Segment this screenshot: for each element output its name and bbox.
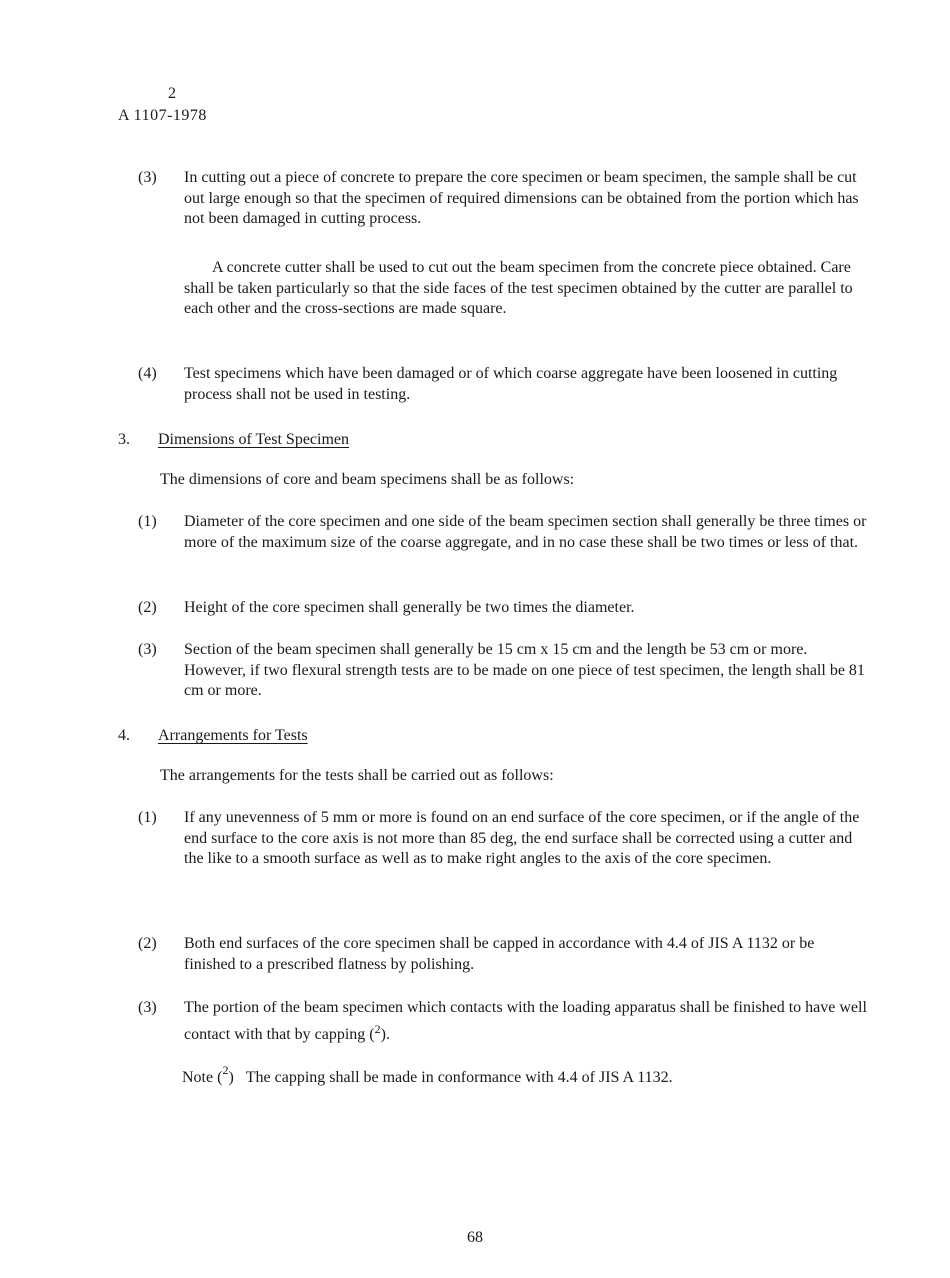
section-number: 4. bbox=[118, 727, 130, 744]
standard-code: A 1107-1978 bbox=[118, 107, 207, 124]
footnote-ref-open: ( bbox=[369, 1025, 375, 1043]
section3-item-2 bbox=[138, 598, 868, 619]
section4-intro: The arrangements for the tests shall be carried out as follows: bbox=[160, 767, 554, 784]
section-number: 3. bbox=[118, 431, 130, 448]
item-text: Height of the core specimen shall generally be two times the diameter. bbox=[184, 599, 635, 616]
note-label: Note bbox=[182, 1069, 214, 1086]
item-text: Section of the beam specimen shall generally be 15 cm x 15 cm and the length be 53 cm or more. However, if two flexural strength tests are to be made on one piece of test specimen, the length shall be 81 cm or more. bbox=[184, 641, 865, 699]
item-number: (1) bbox=[138, 809, 157, 826]
note-text: The capping shall be made in conformance with 4.4 of JIS A 1132. bbox=[245, 1069, 673, 1086]
item-number: (4) bbox=[138, 365, 157, 382]
page-folio: 68 bbox=[467, 1229, 483, 1246]
section2-item-4 bbox=[138, 364, 868, 405]
item-number: (3) bbox=[138, 169, 157, 186]
footnote-ref-close: ). bbox=[380, 1025, 390, 1043]
section3-heading bbox=[118, 430, 349, 451]
footnote-2 bbox=[182, 1060, 673, 1089]
item-text: Diameter of the core specimen and one side of the beam specimen section shall generally be three times or more of the maximum size of the coarse aggregate, and in no case these shall be two times or less of that. bbox=[184, 513, 867, 551]
section-title: Arrangements for Tests bbox=[158, 727, 308, 744]
section2-item-3-paragraph: A concrete cutter shall be used to cut out the beam specimen from the concrete piece obtained. Care shall be taken particularly so that the side faces of the test specimen obtained by the cutter are parallel to each other and the cross-sections are made square. bbox=[184, 259, 853, 317]
header-page-number: 2 bbox=[168, 85, 176, 102]
footnote-ref-number: 2 bbox=[374, 1021, 381, 1036]
section4-heading bbox=[118, 726, 308, 747]
item-number: (3) bbox=[138, 641, 157, 658]
section3-item-3 bbox=[138, 640, 868, 702]
note-ref-number: 2 bbox=[222, 1063, 229, 1077]
section-title: Dimensions of Test Specimen bbox=[158, 431, 350, 448]
section4-item-1 bbox=[138, 808, 868, 870]
item-number: (1) bbox=[138, 513, 157, 530]
item-number: (3) bbox=[138, 999, 157, 1016]
section4-item-2 bbox=[138, 934, 868, 975]
section4-item-3 bbox=[138, 998, 868, 1045]
item-text bbox=[184, 998, 868, 1045]
section3-intro: The dimensions of core and beam specimens shall be as follows: bbox=[160, 471, 575, 488]
item-text: If any unevenness of 5 mm or more is found on an end surface of the core specimen, or if the angle of the end surface to the core axis is not more than 85 deg, the end surface shall be corrected using a cutter and the like to a smooth surface as well as to make right angles to the axis of the core specimen. bbox=[184, 809, 860, 867]
item-text: In cutting out a piece of concrete to prepare the core specimen or beam specimen, the sample shall be cut out large enough so that the specimen of required dimensions can be obtained from the portion which has not been damaged in cutting process. bbox=[184, 169, 859, 227]
note-ref-close: ) bbox=[228, 1069, 234, 1086]
item-text: Both end surfaces of the core specimen shall be capped in accordance with 4.4 of JIS A 1132 or be finished to a prescribed flatness by polishing. bbox=[184, 935, 815, 973]
item-number: (2) bbox=[138, 935, 157, 952]
section3-item-1 bbox=[138, 512, 868, 553]
note-ref-open: ( bbox=[217, 1069, 223, 1086]
item-text: Test specimens which have been damaged or of which coarse aggregate have been loosened in cutting process shall not be used in testing. bbox=[184, 365, 838, 403]
item-text-main: The portion of the beam specimen which contacts with the loading apparatus shall be finished to have well contact with that by capping bbox=[184, 999, 867, 1043]
item-number: (2) bbox=[138, 599, 157, 616]
section2-item-3 bbox=[138, 168, 868, 230]
